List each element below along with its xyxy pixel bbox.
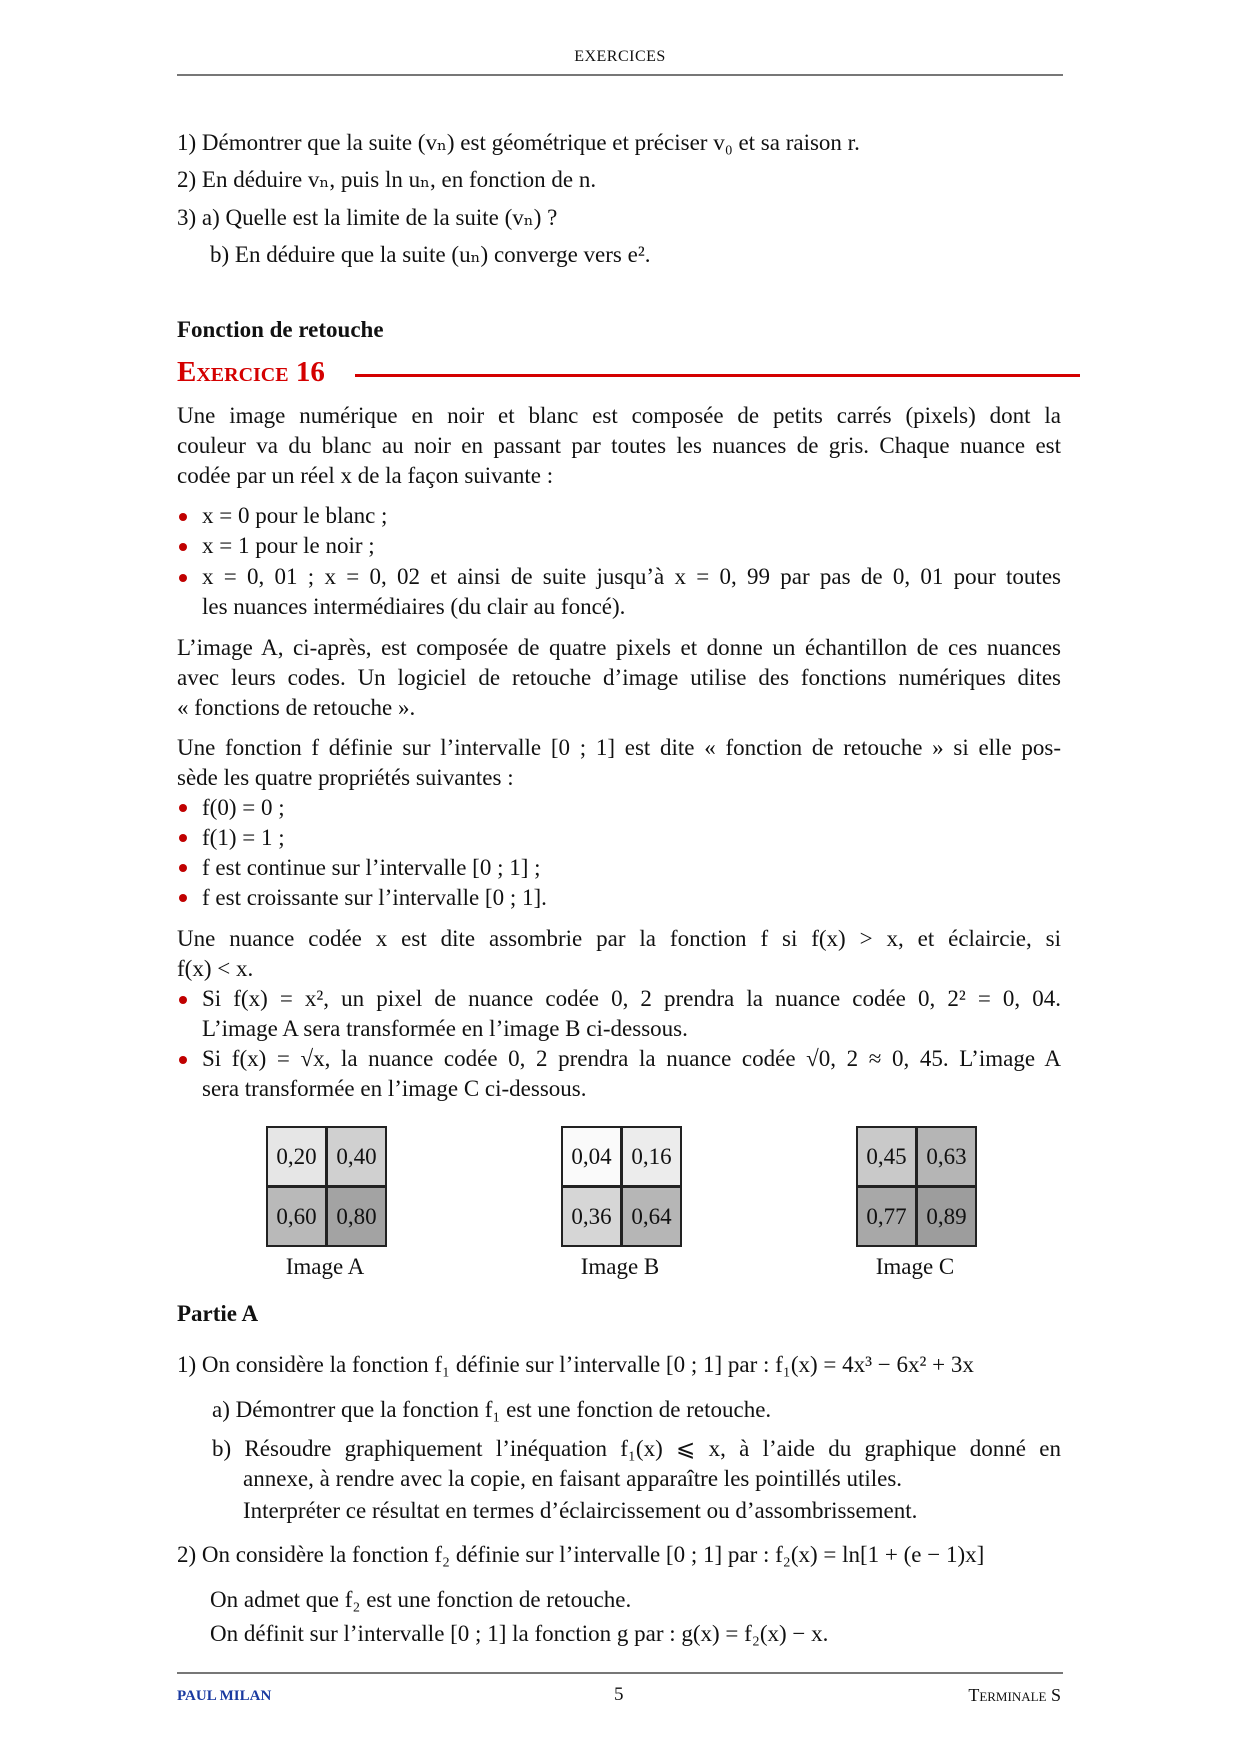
bullet-icon [179, 513, 187, 521]
part-a-q1a: a) Démontrer que la fonction f₁ est une fonction de retouche. [212, 1397, 772, 1422]
part-a-title: Partie A [177, 1301, 259, 1326]
list-item-cont: les nuances intermédiaires (du clair au foncé). [202, 594, 626, 619]
question-2: 2) En déduire vₙ, puis ln uₙ, en fonction de n. [177, 167, 597, 192]
part-a-q2: 2) On considère la fonction f₂ définie sur l’intervalle [0 ; 1] par : f₂(x) = ln[1 + (e − 1)x] [177, 1542, 985, 1567]
running-header: EXERCICES [574, 48, 666, 65]
para-line: sède les quatre propriétés suivantes : [177, 765, 514, 790]
pixel-cell: 0,64 [623, 1188, 680, 1245]
exercise-rule [355, 374, 1080, 377]
part-a-q1: 1) On considère la fonction f₁ définie sur l’intervalle [0 ; 1] par : f₁(x) = 4x³ − 6x² + 3x [177, 1352, 974, 1377]
footer-author: PAUL MILAN [177, 1688, 272, 1704]
bullet-icon [179, 804, 187, 812]
example-cont: sera transformée en l’image C ci-dessous. [202, 1076, 587, 1101]
property: f(0) = 0 ; [202, 795, 285, 820]
pixel-cell: 0,80 [328, 1188, 385, 1245]
part-a-q1b-cont: annexe, à rendre avec la copie, en faisant apparaître les pointillés utiles. [243, 1466, 903, 1491]
part-a-q1b: b) Résoudre graphiquement l’inéquation f₁(x) ⩽ x, à l’aide du graphique donné en [212, 1436, 1061, 1461]
para-line: Une nuance codée x est dite assombrie par la fonction f si f(x) > x, et éclaircie, si [177, 926, 1061, 951]
pixel-cell: 0,40 [328, 1128, 385, 1185]
image-a-grid [266, 1126, 387, 1247]
para-line: « fonctions de retouche ». [177, 695, 416, 720]
intro-line: codée par un réel x de la façon suivante : [177, 463, 554, 488]
bullet-icon [179, 864, 187, 872]
list-item: x = 0, 01 ; x = 0, 02 et ainsi de suite jusqu’à x = 0, 99 par pas de 0, 01 pour toutes [202, 564, 1061, 589]
part-a-q2-note: On admet que f₂ est une fonction de retouche. [210, 1587, 632, 1612]
pixel-cell: 0,77 [858, 1188, 915, 1245]
image-b-caption: Image B [580, 1254, 660, 1279]
footer-level: Terminale S [968, 1685, 1061, 1705]
image-b-grid [561, 1126, 682, 1247]
list-item: x = 0 pour le blanc ; [202, 503, 388, 528]
part-a-q1b-cont: Interpréter ce résultat en termes d’éclaircissement ou d’assombrissement. [243, 1498, 918, 1523]
image-c-grid [856, 1126, 977, 1247]
para-line: Une fonction f définie sur l’intervalle [0 ; 1] est dite « fonction de retouche » si elle pos- [177, 735, 1061, 760]
bullet-icon [179, 996, 187, 1004]
pixel-cell: 0,45 [858, 1128, 915, 1185]
image-c-caption: Image C [875, 1254, 955, 1279]
intro-line: Une image numérique en noir et blanc est composée de petits carrés (pixels) dont la [177, 403, 1061, 428]
bullet-icon [179, 1056, 187, 1064]
pixel-cell: 0,20 [268, 1128, 325, 1185]
pixel-cell: 0,04 [563, 1128, 620, 1185]
header-rule [177, 74, 1063, 76]
image-a-caption: Image A [285, 1254, 365, 1279]
pixel-cell: 0,16 [623, 1128, 680, 1185]
bullet-icon [179, 894, 187, 902]
list-item: x = 1 pour le noir ; [202, 533, 375, 558]
footer-rule [177, 1672, 1063, 1674]
question-3a: 3) a) Quelle est la limite de la suite (vₙ) ? [177, 205, 558, 230]
exercise-title: Exercice 16 [177, 356, 325, 388]
question-3b: b) En déduire que la suite (uₙ) converge vers e². [210, 242, 651, 267]
bullet-icon [179, 834, 187, 842]
question-1: 1) Démontrer que la suite (vₙ) est géométrique et préciser v₀ et sa raison r. [177, 130, 860, 155]
example: Si f(x) = x², un pixel de nuance codée 0, 2 prendra la nuance codée 0, 2² = 0, 04. [202, 986, 1061, 1011]
bullet-icon [179, 574, 187, 582]
section-title: Fonction de retouche [177, 317, 384, 342]
property: f est croissante sur l’intervalle [0 ; 1]. [202, 885, 547, 910]
pixel-cell: 0,89 [918, 1188, 975, 1245]
pixel-cell: 0,36 [563, 1188, 620, 1245]
pixel-cell: 0,60 [268, 1188, 325, 1245]
para-line: L’image A, ci-après, est composée de quatre pixels et donne un échantillon de ces nuances [177, 635, 1061, 660]
part-a-q2-def: On définit sur l’intervalle [0 ; 1] la fonction g par : g(x) = f₂(x) − x. [210, 1621, 829, 1646]
page-number: 5 [614, 1684, 624, 1705]
property: f(1) = 1 ; [202, 825, 285, 850]
example: Si f(x) = √x, la nuance codée 0, 2 prendra la nuance codée √0, 2 ≈ 0, 45. L’image A [202, 1046, 1061, 1071]
example-cont: L’image A sera transformée en l’image B ci-dessous. [202, 1016, 688, 1041]
para-line: f(x) < x. [177, 956, 254, 981]
intro-line: couleur va du blanc au noir en passant par toutes les nuances de gris. Chaque nuance est [177, 433, 1061, 458]
property: f est continue sur l’intervalle [0 ; 1] ; [202, 855, 541, 880]
bullet-icon [179, 543, 187, 551]
pixel-cell: 0,63 [918, 1128, 975, 1185]
para-line: avec leurs codes. Un logiciel de retouche d’image utilise des fonctions numériques dites [177, 665, 1061, 690]
